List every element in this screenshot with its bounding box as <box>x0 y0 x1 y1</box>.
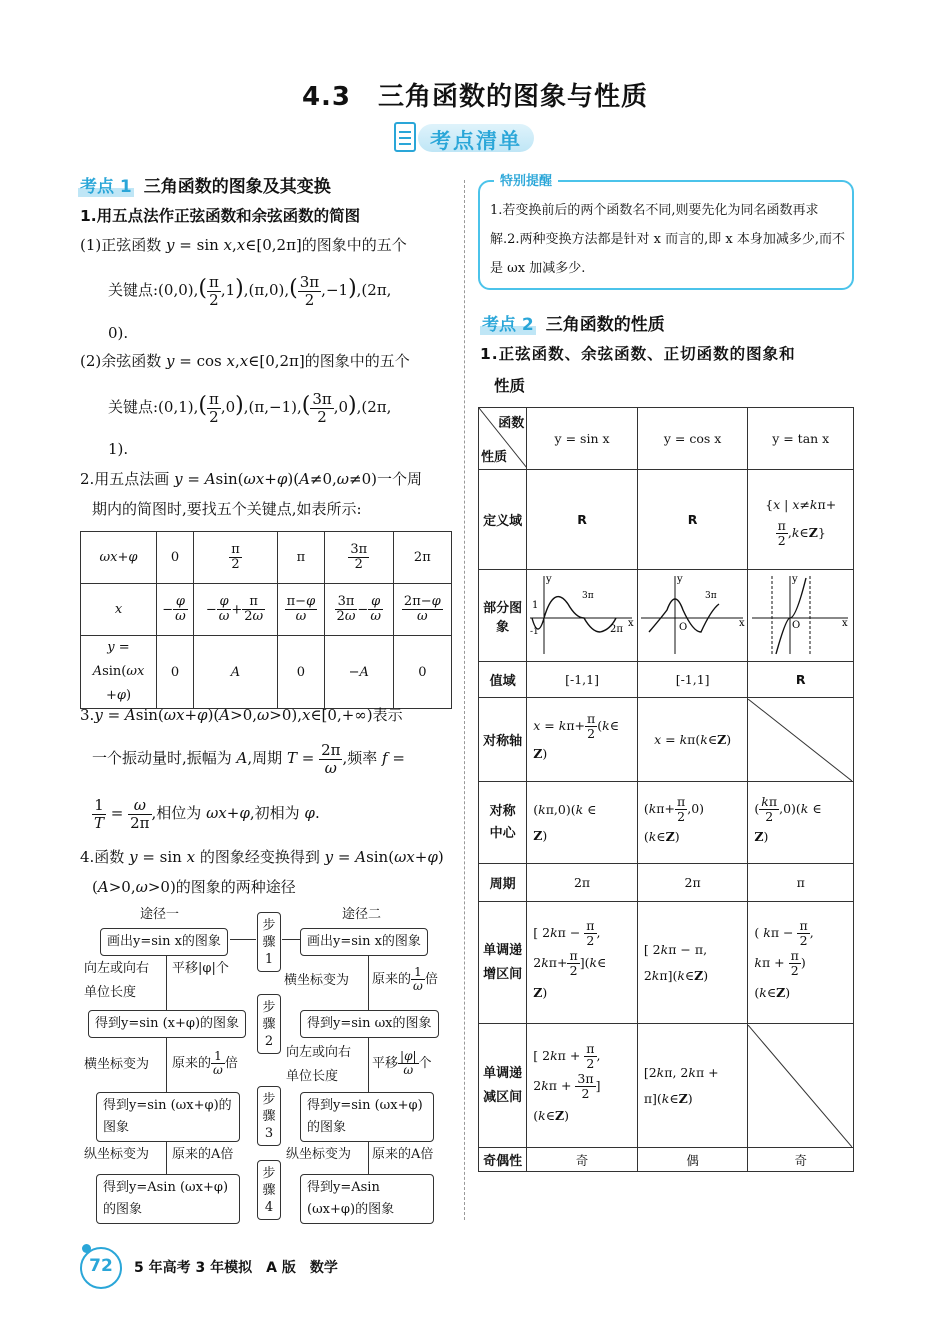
flow-label-5a: 纵坐标变为 <box>84 1147 150 1162</box>
banner-label: 考点清单 <box>430 129 522 153</box>
step-4: 步 骤 4 <box>257 1160 281 1220</box>
column-divider <box>464 180 465 1220</box>
flow-box-3: 得到y=sin (x+φ)的图象 <box>88 1010 246 1038</box>
sin-graph <box>527 570 638 662</box>
flow-label-1a: 向左或向右 <box>84 961 150 976</box>
flow-box-4: 得到y=sin ωx的图象 <box>300 1010 439 1038</box>
flow-label-4a: 向左或向右 <box>286 1045 352 1060</box>
kaodian-1-heading <box>78 172 331 197</box>
badge-dot <box>82 1244 91 1253</box>
para-5a: 4.函数 y = sin x 的图象经变换得到 y = Asin(ωx+φ) <box>80 848 444 866</box>
para-4a: 3.y = Asin(ωx+φ)(A>0,ω>0),x∈[0,+∞)表示 <box>80 706 403 724</box>
para-1c: 0). <box>108 324 129 342</box>
svg-text:y: y <box>676 574 683 585</box>
flow-box-5: 得到y=sin (ωx+φ)的图象 <box>96 1092 240 1142</box>
para-3a: 2.用五点法画 y = Asin(ωx+φ)(A≠0,ω≠0)一个周 <box>80 470 422 488</box>
page-title: 4.3 三角函数的图象与性质 <box>301 82 649 112</box>
path-2-label: 途径二 <box>342 907 382 922</box>
flow-label-4b: 单位长度 <box>286 1069 339 1084</box>
right-heading-1a: 1.正弦函数、余弦函数、正切函数的图象和 <box>480 345 796 363</box>
svg-text:O: O <box>791 620 800 631</box>
header-diagonal-cell: 函数 性质 <box>479 408 527 470</box>
flow-box-7: 得到y=Asin (ωx+φ)的图象 <box>96 1174 240 1224</box>
heading-1: 1.用五点法作正弦函数和余弦函数的简图 <box>80 207 361 225</box>
kaodian-1-title: 三角函数的图象及其变换 <box>143 177 331 197</box>
para-4c: $\frac{1}{T}$ = $\frac{\omega}{2\pi}$ ,相位为 ωx+φ,初相为 φ. <box>94 796 320 832</box>
svg-text:x: x <box>628 618 634 629</box>
kaodian-2-tag: 考点 2 <box>482 315 534 335</box>
svg-text:3π: 3π <box>704 591 717 601</box>
flow-box-2: 画出y=sin x的图象 <box>300 928 428 956</box>
tan-graph <box>748 570 854 662</box>
flow-label-6a: 纵坐标变为 <box>286 1147 352 1162</box>
kaodian-2-title: 三角函数的性质 <box>545 315 665 335</box>
step-1: 步 骤 1 <box>257 912 281 972</box>
para-1b: 关键点:(0,0),( $\frac{\pi}{2}$ ,1),(π,0),( $\frac{3\pi}{2}$ ,−1),(2π, <box>108 273 392 309</box>
svg-text:y: y <box>546 574 552 585</box>
special-reminder-box <box>478 174 854 290</box>
para-3b: 期内的简图时,要找五个关键点,如表所示: <box>92 500 362 518</box>
col-cos: y = cos x <box>637 408 748 470</box>
col-tan: y = tan x <box>748 408 854 470</box>
section-banner <box>388 120 538 156</box>
flow-label-3a: 横坐标变为 <box>84 1057 150 1072</box>
flow-label-1b: 单位长度 <box>84 985 137 1000</box>
step-3: 步 骤 3 <box>257 1086 281 1146</box>
para-4b: 一个振动量时,振幅为 A,周期 T = $\frac{2\pi}{\omega}$ ,频率 f = <box>92 741 405 777</box>
kaodian-1-tag: 考点 1 <box>80 177 132 197</box>
step-2: 步 骤 2 <box>257 994 281 1054</box>
flow-label-5b: 原来的A倍 <box>172 1147 234 1162</box>
special-reminder-text: 1.若变换前后的两个函数名不同,则要先化为同名函数再求解.2.两种变换方法都是针对 x 而言的,即 x 本身加减多少,而不是 ωx 加减多少. <box>490 203 845 276</box>
flow-label-1c: 平移|φ|个 <box>172 961 229 976</box>
para-2b: 关键点:(0,1),( $\frac{\pi}{2}$ ,0),(π,−1),( $\frac{3\pi}{2}$ ,0),(2π, <box>108 390 392 426</box>
book-title: 5 年高考 3 年模拟 A 版 数学 <box>134 1260 338 1276</box>
flow-box-6: 得到y=sin (ωx+φ)的图象 <box>300 1092 434 1142</box>
notepad-icon <box>394 122 416 152</box>
svg-text:x: x <box>738 618 745 629</box>
flow-label-3b: 原来的 $\frac{1}{\omega}$ 倍 <box>172 1049 238 1078</box>
svg-text:O: O <box>678 622 687 633</box>
cos-graph <box>637 570 748 662</box>
svg-text:-1: -1 <box>530 627 539 637</box>
kaodian-2-heading <box>480 310 665 335</box>
five-point-table: ωx+φ 0 $\frac{\pi}{2}$ π $\frac{3\pi}{2}$ 2π x − $\frac{\varphi}{\omega}$ − $\frac{\varphi}{\omega}$ + $\frac{\pi}{2\omega}$ $\frac{\pi-\varphi}{\omega}$ $\frac{3\pi}{2\omega}$ − $\frac{\varphi}{\omega}$ $\frac{2\pi-\varphi}{\omega}$ y = Asin(ωx +φ) 0 A 0 −A 0 <box>80 531 452 709</box>
svg-text:3π: 3π <box>582 591 594 601</box>
flow-box-1: 画出y=sin x的图象 <box>100 928 228 956</box>
flow-box-8: 得到y=Asin (ωx+φ)的图象 <box>300 1174 434 1224</box>
para-1a: (1)正弦函数 y = sin x,x∈[0,2π]的图象中的五个 <box>80 236 407 254</box>
flow-label-4c: 平移 $\frac{|\varphi|}{\omega}$ 个 <box>372 1049 432 1078</box>
flow-label-2b: 原来的 $\frac{1}{\omega}$ 倍 <box>372 965 438 994</box>
flow-label-2a: 横坐标变为 <box>284 973 350 988</box>
para-2c: 1). <box>108 440 129 458</box>
col-sin: y = sin x <box>527 408 638 470</box>
para-2a: (2)余弦函数 y = cos x,x∈[0,2π]的图象中的五个 <box>80 352 410 370</box>
path-1-label: 途径一 <box>140 907 180 922</box>
special-reminder-title: 特别提醒 <box>494 170 558 189</box>
trig-properties-table: 函数 性质 y = sin x y = cos x y = tan x 定义域 R R {x | x≠kπ+ $\frac{\pi}{2}$ ,k∈Z} 部分图象 y x 1 -1 2π 3π y x O 3π y x O 值域 [-1,1] [-1,1] R 对称轴 x = kπ+ $\frac{\pi}{2}$ (k∈ Z) x = kπ(k∈Z) 对称 中心 (kπ,0)(k ∈ Z) (kπ+ $\frac{\pi}{2}$ ,0) (k∈Z) ( $\frac{k\pi}{2}$ ,0)(k ∈ Z) 周期 2π 2π π 单调递 增区间 [ 2kπ − $\frac{\pi}{2}$ , 2kπ+ $\frac{\pi}{2}$ ](k∈ Z) [ 2kπ − π, 2kπ](k∈Z) ( kπ − $\frac{\pi}{2}$ , kπ + $\frac{\pi}{2}$ ) (k∈Z) 单调递 减区间 [ 2kπ + $\frac{\pi}{2}$ , 2kπ + $\frac{3\pi}{2}$ ] (k∈Z) [2kπ, 2kπ + π](k∈Z) 奇偶性 奇 偶 奇 <box>478 407 854 1172</box>
svg-text:2π: 2π <box>610 624 623 635</box>
flow-label-6b: 原来的A倍 <box>372 1147 434 1162</box>
para-5b: (A>0,ω>0)的图象的两种途径 <box>92 878 296 896</box>
page-number: 72 <box>89 1256 113 1276</box>
right-heading-1b: 性质 <box>494 377 526 395</box>
svg-text:x: x <box>841 618 848 629</box>
svg-text:1: 1 <box>532 600 539 611</box>
svg-text:y: y <box>791 574 798 585</box>
